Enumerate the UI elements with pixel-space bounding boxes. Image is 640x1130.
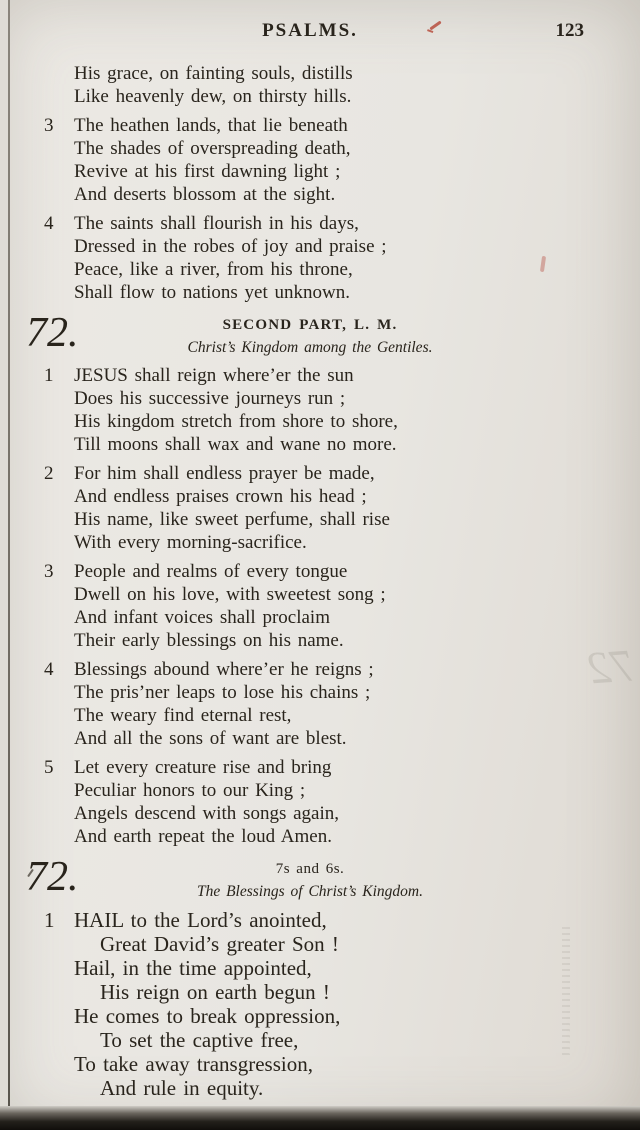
verse-line: His kingdom stretch from shore to shore, [74, 411, 398, 432]
verse-line: People and realms of every tongue [74, 561, 348, 582]
hymn-meter: SECOND PART, L. M. [222, 317, 398, 333]
verse-line: And deserts blossom at the sight. [74, 184, 336, 205]
verse-line: The weary find eternal rest, [74, 705, 292, 726]
verse [44, 462, 576, 554]
hymn-subtitle: Christ’s Kingdom among the Gentiles. [187, 339, 433, 356]
page-title: PSALMS. [262, 20, 358, 41]
running-header [0, 0, 640, 46]
verse-line: Dressed in the robes of joy and praise ; [74, 236, 387, 257]
verse-line: Their early blessings on his name. [74, 630, 344, 651]
hymn-number: 72. [26, 854, 79, 900]
verse-number: 2 [44, 463, 54, 484]
verse [44, 756, 576, 848]
verse-line: Dwell on his love, with sweetest song ; [74, 584, 386, 605]
verse-number: 1 [44, 365, 54, 386]
verse-line: And earth repeat the loud Amen. [74, 826, 332, 847]
verse-number: 3 [44, 115, 54, 136]
page-content [26, 62, 576, 1100]
verse-number: 3 [44, 561, 54, 582]
hymn-meter: 7s and 6s. [275, 861, 345, 877]
verse-line: JESUS shall reign where’er the sun [74, 365, 354, 386]
verse-line: For him shall endless prayer be made, [74, 463, 375, 484]
adjacent-page-line [8, 0, 10, 1130]
verse-line: He comes to break oppression, [74, 1004, 341, 1028]
verse-line: Let every creature rise and bring [74, 757, 332, 778]
hymn-header [26, 310, 576, 358]
verse-line: To take away transgression, [74, 1052, 313, 1076]
verse-line: The pris’ner leaps to lose his chains ; [74, 682, 371, 703]
verse-line: The saints shall flourish in his days, [74, 213, 359, 234]
verse-line: His name, like sweet perfume, shall rise [74, 509, 390, 530]
verse [44, 114, 576, 206]
verse-number: 5 [44, 757, 54, 778]
verse-line: His grace, on fainting souls, distills [74, 63, 353, 84]
verse-line: Like heavenly dew, on thirsty hills. [74, 86, 352, 107]
verse-line: With every morning-sacrifice. [74, 532, 307, 553]
verse [44, 364, 576, 456]
verse-line: And all the sons of want are blest. [74, 728, 347, 749]
verse [44, 908, 576, 1100]
verse-line: And endless praises crown his head ; [74, 486, 367, 507]
verse-line: Great David’s greater Son ! [100, 932, 339, 956]
verse-line: Peculiar honors to our King ; [74, 780, 306, 801]
page-bottom-shadow [0, 1106, 640, 1130]
verse-number: 4 [44, 213, 54, 234]
verse [44, 560, 576, 652]
verse-line: Revive at his first dawning light ; [74, 161, 341, 182]
verse-line: Hail, in the time appointed, [74, 956, 312, 980]
hymn-header [26, 854, 576, 902]
verse [44, 62, 576, 108]
verse-line: And infant voices shall proclaim [74, 607, 330, 628]
verse [44, 658, 576, 750]
verse-line: The heathen lands, that lie beneath [74, 115, 348, 136]
hymn-subtitle: The Blessings of Christ’s Kingdom. [196, 883, 424, 900]
verse-line: HAIL to the Lord’s anointed, [74, 908, 327, 932]
verse-line: Angels descend with songs again, [74, 803, 339, 824]
verse [44, 212, 576, 304]
verse-line: To set the captive free, [100, 1028, 299, 1052]
verse-number: 1 [44, 908, 55, 932]
verse-line: And rule in equity. [100, 1076, 264, 1100]
page-number: 123 [555, 20, 584, 41]
bleed-through-number: 72 [586, 639, 636, 694]
verse-line: Peace, like a river, from his throne, [74, 259, 353, 280]
verse-line: His reign on earth begun ! [100, 980, 330, 1004]
verse-line: Blessings abound where’er he reigns ; [74, 659, 374, 680]
verse-line: Shall flow to nations yet unknown. [74, 282, 350, 303]
verse-line: Till moons shall wax and wane no more. [74, 434, 397, 455]
verse-line: The shades of overspreading death, [74, 138, 351, 159]
page-left-edge [0, 0, 8, 1130]
verse-number: 4 [44, 659, 54, 680]
hymn-number: 72. [26, 310, 79, 356]
verse-line: Does his successive journeys run ; [74, 388, 346, 409]
